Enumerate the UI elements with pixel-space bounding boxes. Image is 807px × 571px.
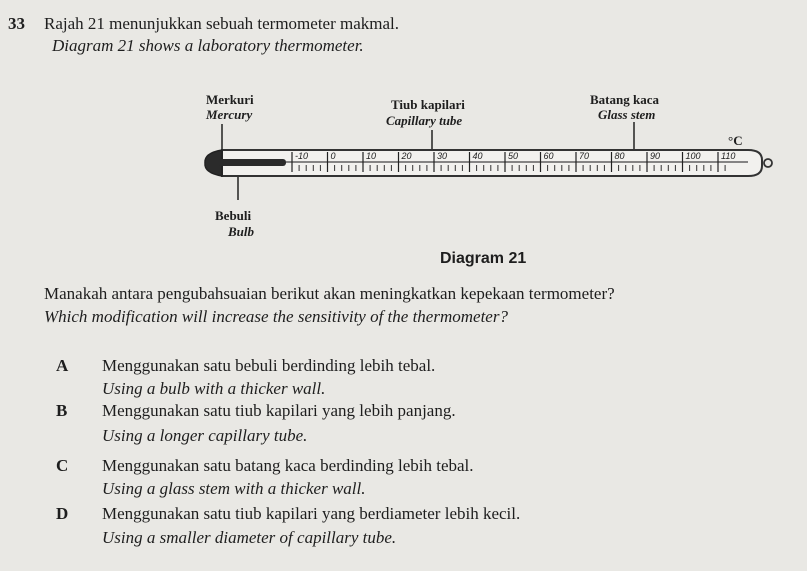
scale-label: 30 [437, 151, 448, 161]
stem-label-malay: Batang kaca [590, 92, 659, 107]
question-number: 33 [8, 14, 25, 33]
option-letter: B [56, 401, 68, 420]
scale-label: 80 [614, 151, 625, 161]
mercury-label-english: Mercury [206, 107, 253, 122]
mercury-column [218, 159, 286, 166]
question-title-english: Diagram 21 shows a laboratory thermometer. [52, 36, 364, 55]
option-letter: D [56, 504, 69, 523]
scale-label: 90 [650, 151, 661, 161]
option-letter: C [56, 456, 69, 475]
option-text-english: Using a longer capillary tube. [102, 426, 308, 445]
bulb-label-malay: Bebuli [215, 208, 252, 223]
prompt-english: Which modification will increase the sensitivity of the thermometer? [44, 307, 508, 326]
option-text-english: Using a glass stem with a thicker wall. [102, 479, 366, 498]
option-text-malay: Menggunakan satu tiub kapilari yang lebih panjang. [102, 401, 456, 420]
scale-label: 110 [721, 151, 736, 161]
scale-label: 0 [330, 151, 336, 161]
scale-label: 50 [508, 151, 519, 161]
unit-label: °C [728, 133, 743, 148]
capillary-label-malay: Tiub kapilari [391, 97, 465, 112]
question-title-malay: Rajah 21 menunjukkan sebuah termometer makmal. [44, 14, 400, 33]
scale-label: 70 [579, 151, 590, 161]
option-text-english: Using a bulb with a thicker wall. [102, 379, 326, 398]
scale-label: 10 [366, 151, 377, 161]
stem-tip [764, 159, 772, 167]
scale-label: 100 [685, 151, 701, 161]
scale-label: -10 [295, 151, 309, 161]
bulb-label-english: Bulb [228, 224, 255, 239]
option-text-malay: Menggunakan satu tiub kapilari yang berdiameter lebih kecil. [102, 504, 521, 523]
mercury-label-malay: Merkuri [206, 92, 254, 107]
diagram-caption: Diagram 21 [440, 250, 527, 267]
prompt-malay: Manakah antara pengubahsuaian berikut akan meningkatkan kepekaan termometer? [44, 284, 615, 303]
scale-label: 60 [543, 151, 554, 161]
option-letter: A [56, 356, 69, 375]
option-text-malay: Menggunakan satu batang kaca berdinding lebih tebal. [102, 456, 474, 475]
scale-label: 20 [401, 151, 412, 161]
option-text-malay: Menggunakan satu bebuli berdinding lebih tebal. [102, 356, 436, 375]
stem-label-english: Glass stem [598, 107, 656, 122]
capillary-label-english: Capillary tube [386, 113, 463, 128]
option-text-english: Using a smaller diameter of capillary tube. [102, 528, 397, 547]
scale-label: 40 [472, 151, 483, 161]
